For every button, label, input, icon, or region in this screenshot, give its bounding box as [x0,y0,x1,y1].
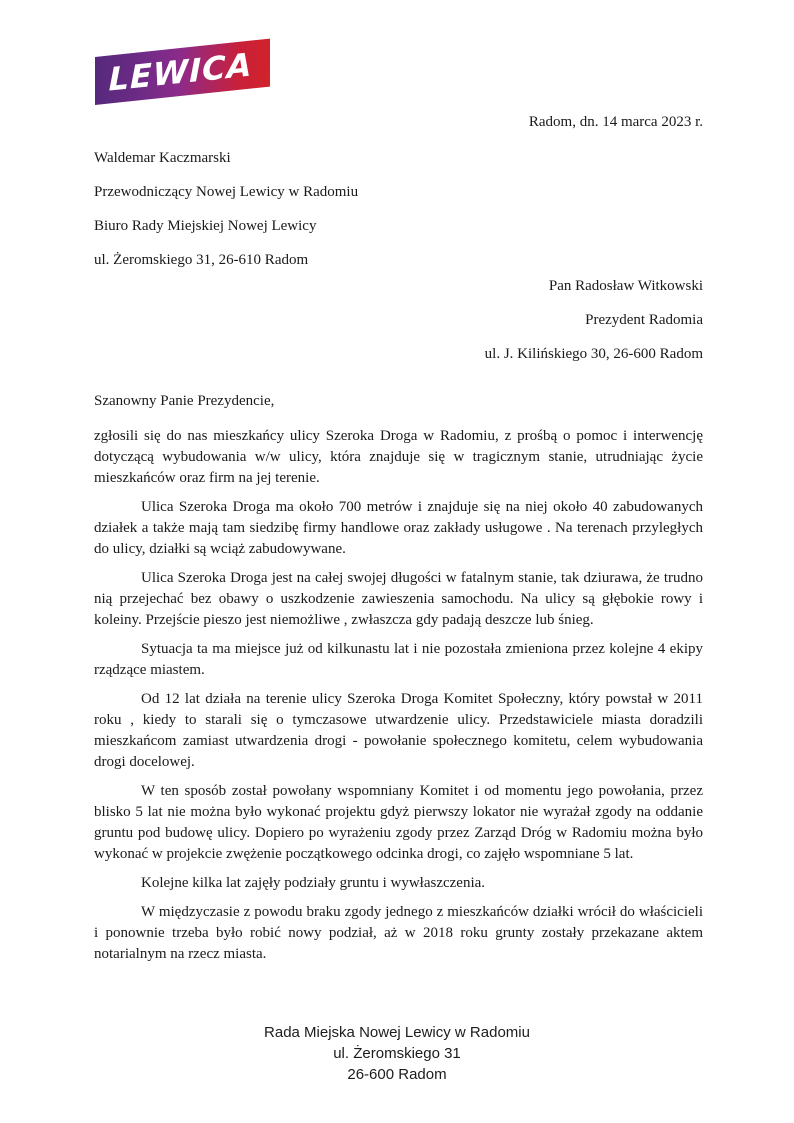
recipient-name: Pan Radosław Witkowski [548,278,703,294]
sender-address: ul. Żeromskiego 31, 26-610 Radom [94,252,309,268]
paragraph: zgłosili się do nas mieszkańcy ulicy Szeroka Droga w Radomiu, z prośbą o pomoc i interwencję dotyczącą wybudowania w/w ulicy, która znajduje się w tragicznym stanie, utrudniając życie mieszkańców oraz firm na jej terenie. [94,428,703,486]
lewica-wordmark: LEWICA [108,45,253,99]
recipient-title: Prezydent Radomia [585,312,703,328]
paragraph: Sytuacja ta ma miejsce już od kilkunastu lat i nie pozostała zmieniona przez kolejne 4 ekipy rządzące miastem. [94,641,703,678]
salutation: Szanowny Panie Prezydencie, [94,393,275,409]
lewica-logo [95,39,270,105]
recipient-block [94,269,703,371]
sender-name: Waldemar Kaczmarski [94,150,231,166]
paragraph: W międzyczasie z powodu braku zgody jednego z mieszkańców działki wrócił do właścicieli i ponownie trzeba było robić nowy podział, aż w 2018 roku grunty zostały przekazane aktem notarialnym na rzecz miasta. [94,904,703,962]
footer-street: ul. Żeromskiego 31 [333,1045,461,1062]
date-line: Radom, dn. 14 marca 2023 r. [528,114,703,130]
paragraph: W ten sposób został powołany wspomniany Komitet i od momentu jego powołania, przez blisko 5 lat nie można było wykonać projektu gdyż pierwszy lokator nie wyrażał zgody na oddanie gruntu pod budowę ulicy. Dopiero po wyrażeniu zgody przez Zarząd Dróg w Radomiu można było wykonać w projekcie zwężenie początkowego odcinka drogi, co zajęło wspomniane 5 lat. [94,783,703,862]
sender-office: Biuro Rady Miejskiej Nowej Lewicy [94,218,317,234]
letter-footer [0,1022,794,1085]
paragraph: Od 12 lat działa na terenie ulicy Szeroka Droga Komitet Społeczny, który powstał w 2011 roku , kiedy to starali się o tymczasowe utwardzenie ulicy. Przedstawiciele miasta doradzili mieszkańcom zamiast utwardzenia drogi - powołanie społecznego komitetu, celem wybudowania drogi docelowej. [94,691,703,770]
paragraph: Ulica Szeroka Droga jest na całej swojej długości w fatalnym stanie, tak dziurawa, że trudno nią przejechać bez obawy o uszkodzenie zawieszenia samochodu. Na ulicy są głębokie rowy i koleiny. Przejście pieszo jest niemożliwe , zwłaszcza gdy padają deszcze lub śnieg. [94,570,703,628]
paragraph: Ulica Szeroka Droga ma około 700 metrów i znajduje się na niej około 40 zabudowanych działek a także mają tam siedzibę firmy handlowe oraz zakłady usługowe . Na terenach przyległych do ulicy, działki są wciąż zabudowywane. [94,499,703,557]
recipient-address: ul. J. Kilińskiego 30, 26-600 Radom [484,346,703,362]
footer-org: Rada Miejska Nowej Lewicy w Radomiu [264,1024,530,1041]
sender-block [94,141,358,277]
paragraph: Kolejne kilka lat zajęły podziały gruntu i wywłaszczenia. [141,875,486,891]
sender-title: Przewodniczący Nowej Lewicy w Radomiu [94,184,359,200]
footer-city: 26-600 Radom [347,1066,447,1083]
letter-body [94,391,703,973]
